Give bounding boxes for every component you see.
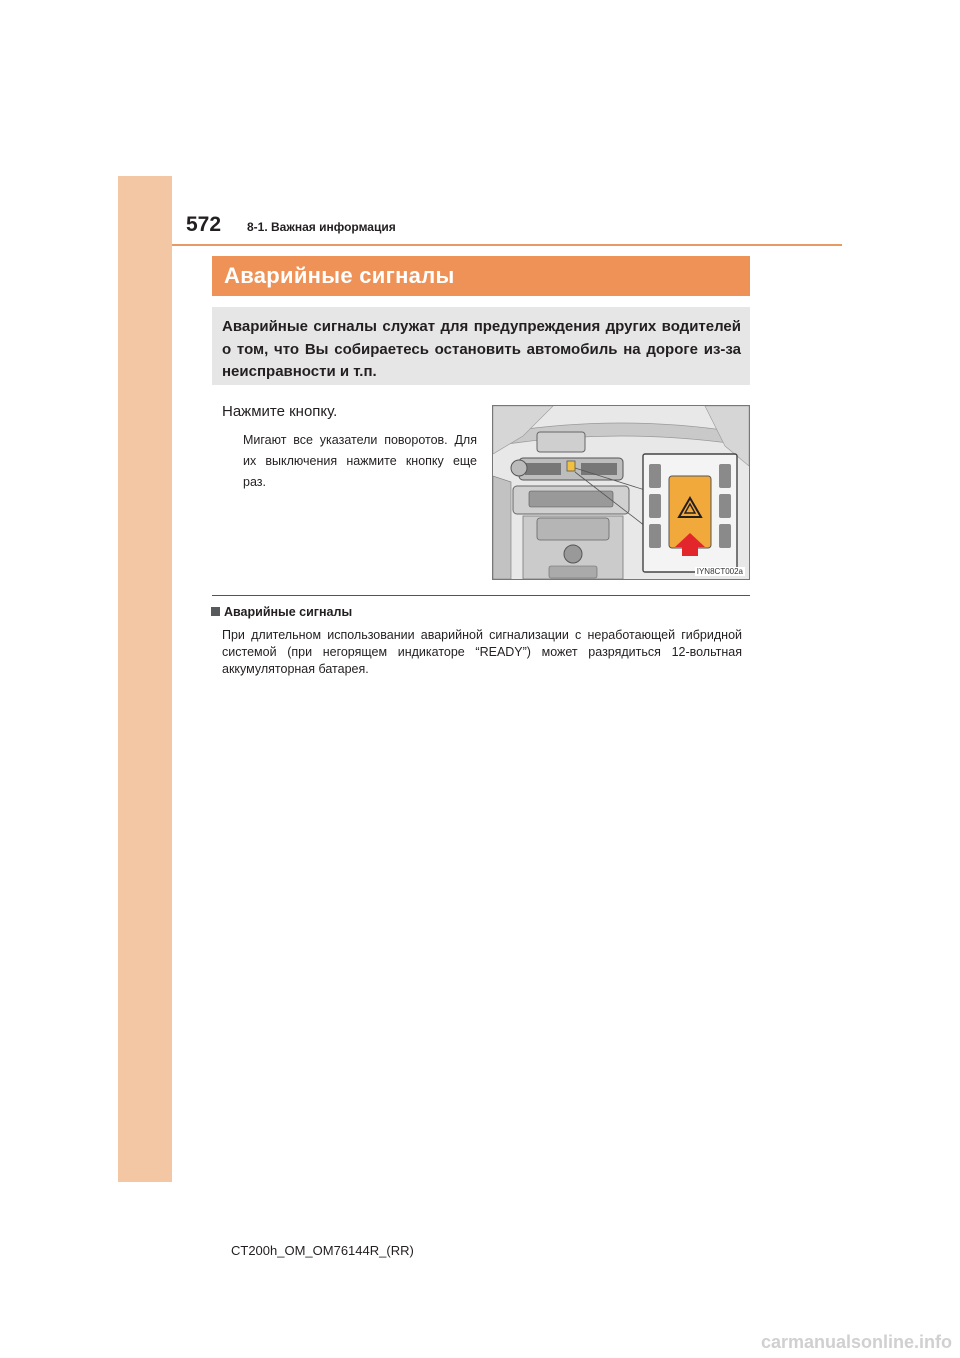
title-bar <box>212 256 750 296</box>
figure-code: IYN8CT002a <box>696 567 743 576</box>
intro-box <box>212 307 750 385</box>
notes-heading <box>211 605 352 619</box>
page-title: Аварийные сигналы <box>224 263 455 288</box>
step-note: Мигают все указатели поворотов. Для их выключения нажмите кнопку еще раз. <box>243 433 477 489</box>
header-rule <box>172 244 842 246</box>
notes-heading-text: Аварийные сигналы <box>224 605 353 619</box>
side-tab-bar <box>118 176 172 1182</box>
notes-body: При длительном использовании аварийной сигнализации с неработающей гибридной системой (при негорящем индикаторе “READY”) может разрядиться 12-вольтная аккумуляторная батарея. <box>222 628 742 676</box>
square-bullet-icon <box>211 607 220 616</box>
dashboard-illustration <box>492 405 750 580</box>
watermark: carmanualsonline.info <box>760 1332 952 1352</box>
page-number: 572 <box>186 213 222 236</box>
footer-code: CT200h_OM_OM76144R_(RR) <box>231 1243 414 1258</box>
section-header: 8-1. Важная информация <box>247 220 396 234</box>
dashboard-drawing <box>493 406 749 579</box>
intro-text: Аварийные сигналы служат для предупреждения других водителей о том, что Вы собираетесь остановить автомобиль на дороге из-за неисправности и т.п. <box>222 318 741 380</box>
step-instruction: Нажмите кнопку. <box>222 403 338 420</box>
section-rule <box>212 595 750 596</box>
